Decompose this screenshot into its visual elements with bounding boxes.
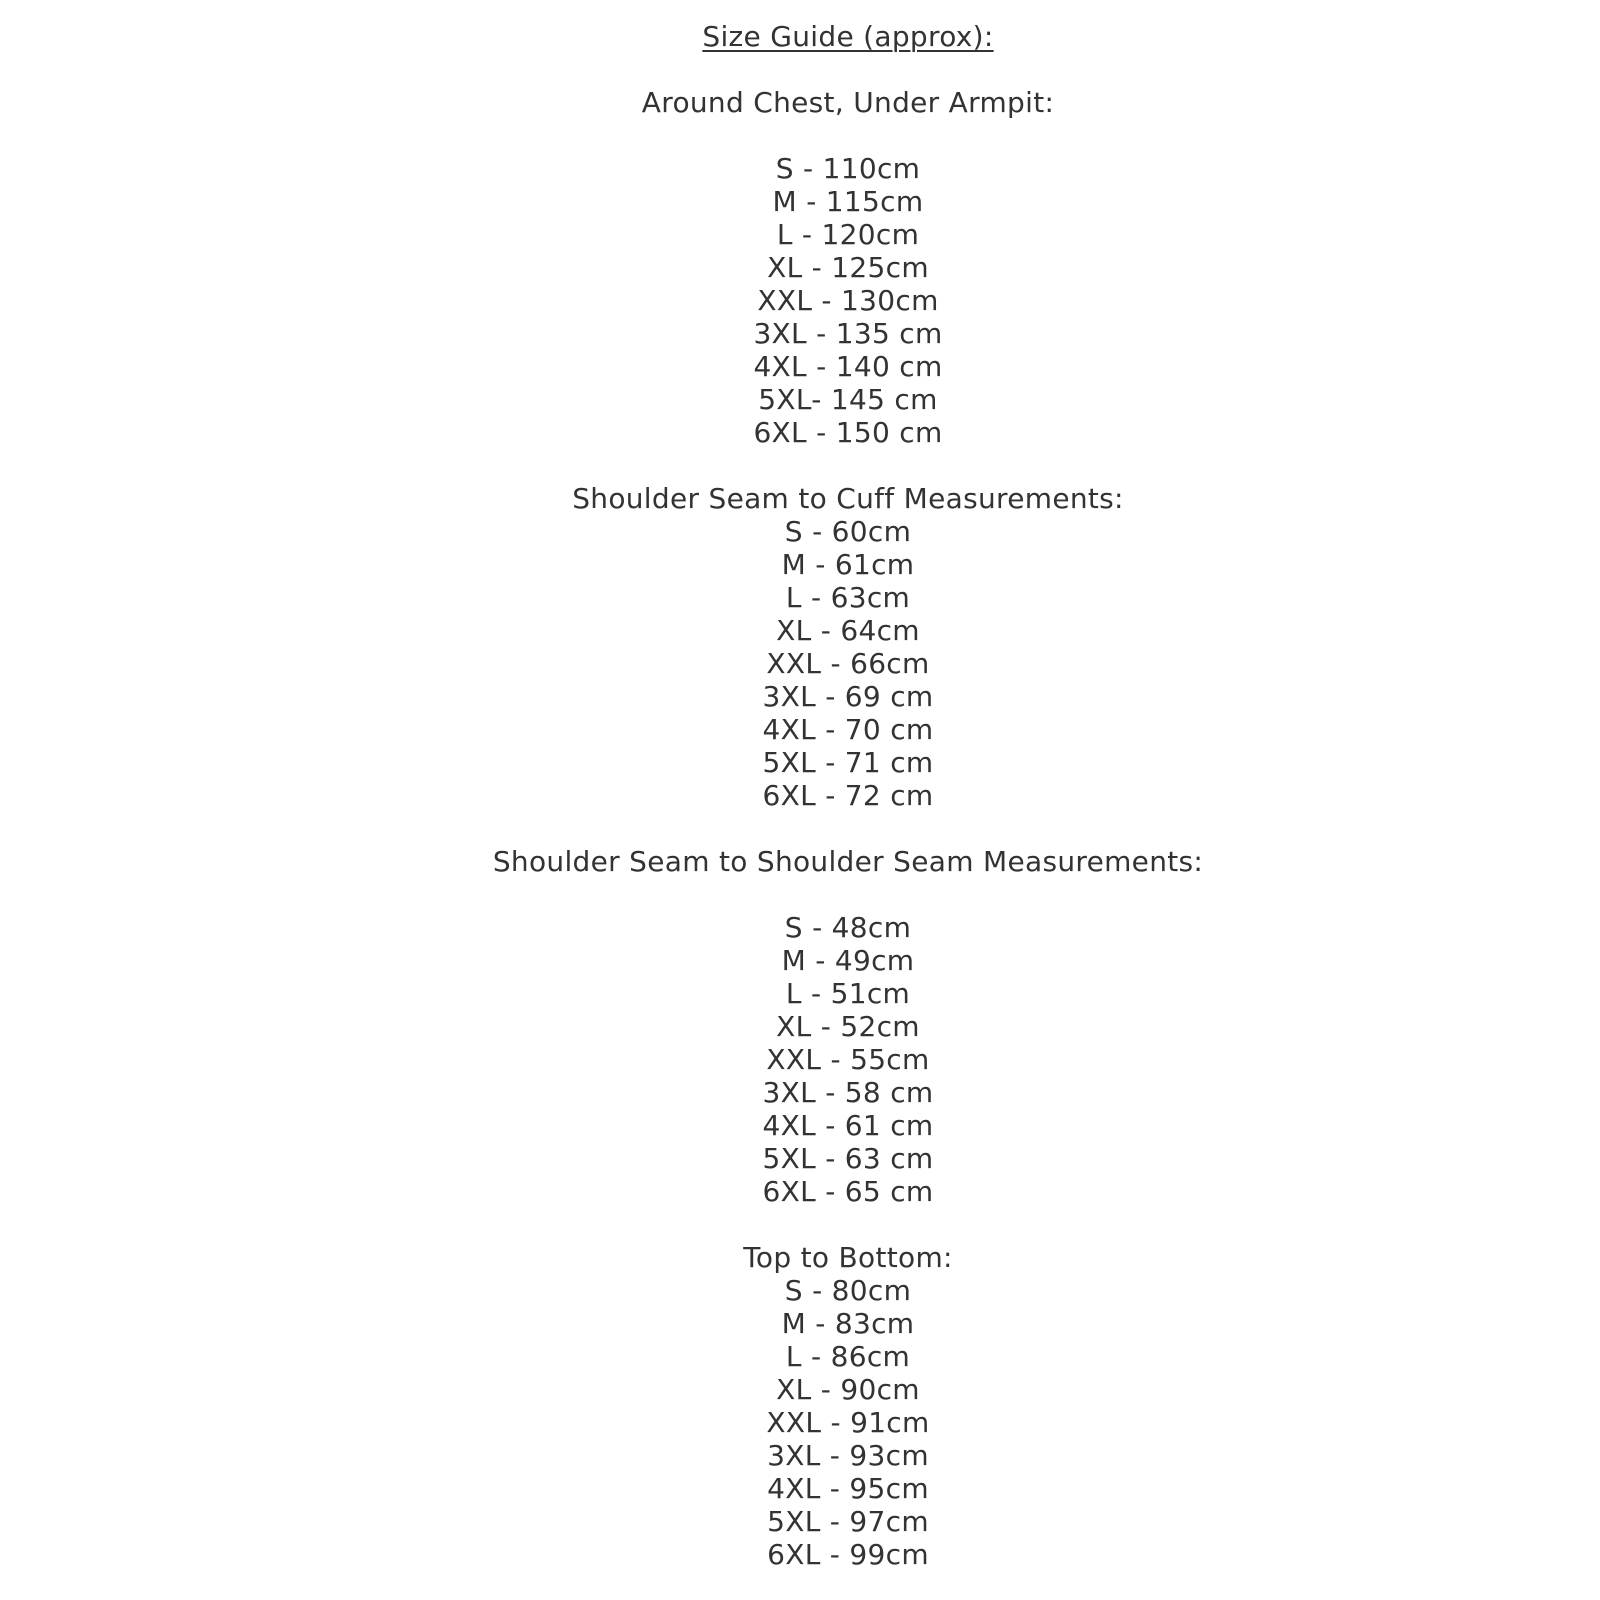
spacer xyxy=(48,449,1600,482)
size-row: 5XL- 145 cm xyxy=(758,383,938,416)
size-row: XL - 90cm xyxy=(776,1373,920,1406)
size-row: 6XL - 72 cm xyxy=(762,779,934,812)
spacer xyxy=(48,878,1600,911)
section-heading-shoulder-seam: Shoulder Seam to Shoulder Seam Measurements: xyxy=(492,845,1204,878)
size-row: 6XL - 99cm xyxy=(767,1538,929,1571)
size-row: L - 51cm xyxy=(785,977,911,1010)
spacer xyxy=(48,1208,1600,1241)
size-row: S - 60cm xyxy=(784,515,912,548)
size-row: S - 48cm xyxy=(784,911,912,944)
size-row: 3XL - 58 cm xyxy=(762,1076,934,1109)
size-row: 3XL - 135 cm xyxy=(753,317,943,350)
size-row: 4XL - 70 cm xyxy=(762,713,934,746)
size-row: XXL - 130cm xyxy=(757,284,939,317)
size-row: S - 110cm xyxy=(775,152,921,185)
page-title xyxy=(48,20,1600,53)
spacer xyxy=(48,119,1600,152)
size-row: 3XL - 93cm xyxy=(767,1439,929,1472)
size-row: XXL - 66cm xyxy=(766,647,930,680)
size-row: M - 83cm xyxy=(781,1307,915,1340)
size-row: 5XL - 97cm xyxy=(767,1505,929,1538)
size-row: 4XL - 61 cm xyxy=(762,1109,934,1142)
size-row: XL - 64cm xyxy=(776,614,920,647)
size-row: M - 115cm xyxy=(772,185,924,218)
size-guide-content xyxy=(48,0,1600,1571)
size-row: XL - 125cm xyxy=(767,251,929,284)
size-row: 6XL - 65 cm xyxy=(762,1175,934,1208)
size-row: L - 86cm xyxy=(785,1340,911,1373)
size-row: L - 120cm xyxy=(776,218,920,251)
section-heading-cuff: Shoulder Seam to Cuff Measurements: xyxy=(572,482,1124,515)
size-row: 5XL - 63 cm xyxy=(762,1142,934,1175)
size-row: 3XL - 69 cm xyxy=(762,680,934,713)
size-row: 4XL - 140 cm xyxy=(753,350,943,383)
spacer xyxy=(48,53,1600,86)
size-row: XXL - 55cm xyxy=(766,1043,930,1076)
size-row: XXL - 91cm xyxy=(766,1406,930,1439)
page-title-text: Size Guide (approx): xyxy=(702,20,994,53)
spacer xyxy=(48,812,1600,845)
section-heading-around-chest: Around Chest, Under Armpit: xyxy=(641,86,1055,119)
size-row: L - 63cm xyxy=(785,581,911,614)
size-row: M - 49cm xyxy=(781,944,915,977)
size-row: M - 61cm xyxy=(781,548,915,581)
size-row: 6XL - 150 cm xyxy=(753,416,943,449)
size-row: 4XL - 95cm xyxy=(767,1472,929,1505)
size-row: 5XL - 71 cm xyxy=(762,746,934,779)
section-heading-top-to-bottom: Top to Bottom: xyxy=(743,1241,953,1274)
size-row: S - 80cm xyxy=(784,1274,912,1307)
size-row: XL - 52cm xyxy=(776,1010,920,1043)
